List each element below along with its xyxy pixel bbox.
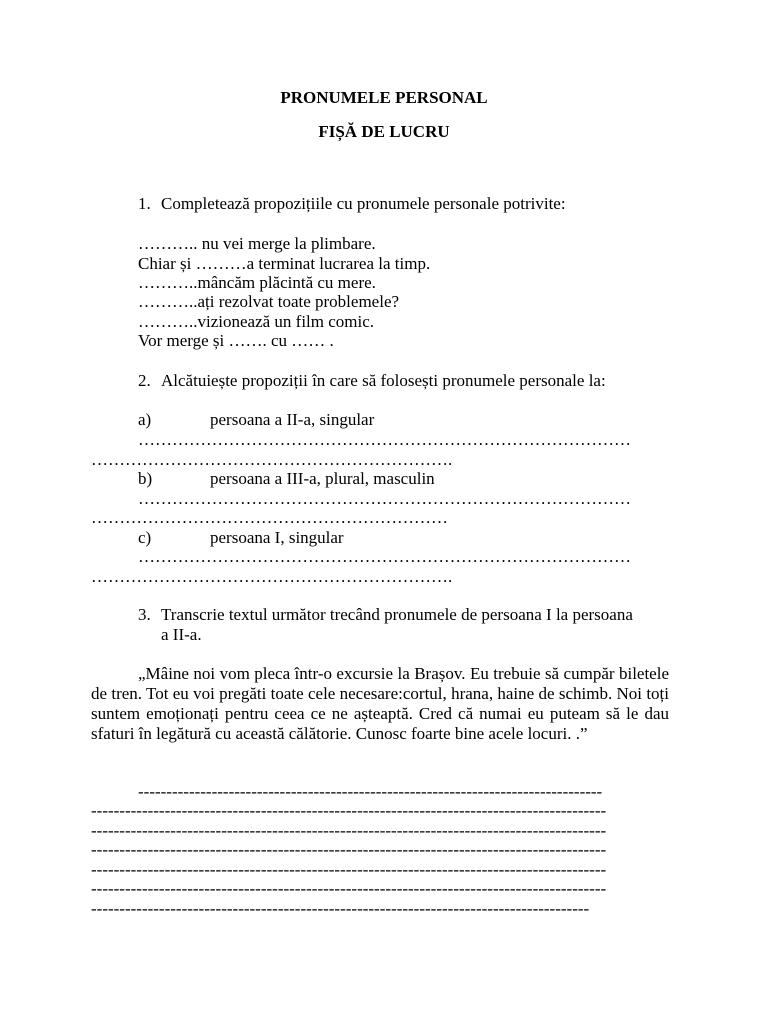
- exercise-1-sentence: ………..ați rezolvat toate problemele?: [138, 292, 400, 311]
- item-marker: b): [138, 469, 153, 488]
- item-label: persoana I, singular: [210, 528, 344, 547]
- answer-dotted-line: ……………………………………………………………………………: [138, 489, 631, 508]
- exercise-2-item-a: [138, 410, 374, 430]
- exercise-1-sentence: ………..mâncăm plăcintă cu mere.: [138, 273, 376, 292]
- answer-dotted-line: ……………………………………………………………………………: [138, 430, 631, 449]
- item-label: persoana a III-a, plural, masculin: [210, 469, 435, 488]
- answer-dotted-line: ……………………………………………………………………………: [138, 547, 631, 566]
- exercise-1-sentence: Vor merge și ……. cu …… .: [138, 331, 334, 350]
- exercise-3-heading: [138, 605, 633, 625]
- exercise-1-heading: [138, 194, 566, 214]
- exercise-2-instruction: Alcătuiește propoziții în care să folosești pronumele personale la:: [161, 371, 606, 390]
- answer-dotted-line: ……………………………………………………….: [91, 450, 453, 469]
- exercise-3-instruction-continued: a II-a.: [161, 625, 202, 644]
- answer-dashed-line: -------------------------------------------------------------------------------------------: [91, 879, 607, 898]
- answer-dotted-line: ……………………………………………………….: [91, 567, 453, 586]
- answer-dashed-line: -------------------------------------------------------------------------------------------: [91, 860, 607, 879]
- exercise-1-sentence: Chiar și ………a terminat lucrarea la timp.: [138, 254, 431, 273]
- answer-dashed-line: -------------------------------------------------------------------------------------------: [91, 840, 607, 859]
- item-marker: c): [138, 528, 152, 547]
- exercise-3-passage: „Mâine noi vom pleca într-o excursie la Brașov. Eu trebuie să cumpăr biletele de tren. Tot eu voi pregăti toate cele necesare:cortul, hrana, haine de schimb. Noi toți suntem emoționați pentru ceea ce ne așteaptă. Cred că numai eu puteam să le dau sfaturi în legătură cu această călătorie. Cunosc foarte bine acele locuri. .”: [91, 664, 669, 743]
- exercise-1-instruction: Completează propozițiile cu pronumele personale potrivite:: [161, 194, 566, 213]
- exercise-2-number: 2.: [138, 371, 151, 390]
- answer-dashed-line: -------------------------------------------------------------------------------------------: [91, 821, 607, 840]
- answer-dashed-line: ----------------------------------------------------------------------------------------: [91, 899, 590, 918]
- exercise-3-number: 3.: [138, 605, 151, 624]
- exercise-1-sentence: ……….. nu vei merge la plimbare.: [138, 234, 376, 253]
- answer-dashed-line: ----------------------------------------------------------------------------------: [138, 782, 603, 801]
- item-marker: a): [138, 410, 152, 429]
- exercise-3-instruction: Transcrie textul următor trecând pronumele de persoana I la persoana: [161, 605, 633, 624]
- page-title: PRONUMELE PERSONAL: [280, 88, 488, 107]
- exercise-2-heading: [138, 371, 606, 391]
- exercise-2-item-b: [138, 469, 435, 489]
- item-label: persoana a II-a, singular: [210, 410, 375, 429]
- exercise-1-sentence: ………..vizionează un film comic.: [138, 312, 375, 331]
- answer-dotted-line: ………………………………………………………: [91, 508, 448, 527]
- answer-dashed-line: -------------------------------------------------------------------------------------------: [91, 801, 607, 820]
- page-subtitle: FIȘĂ DE LUCRU: [318, 122, 450, 141]
- exercise-1-number: 1.: [138, 194, 151, 213]
- exercise-2-item-c: [138, 528, 344, 548]
